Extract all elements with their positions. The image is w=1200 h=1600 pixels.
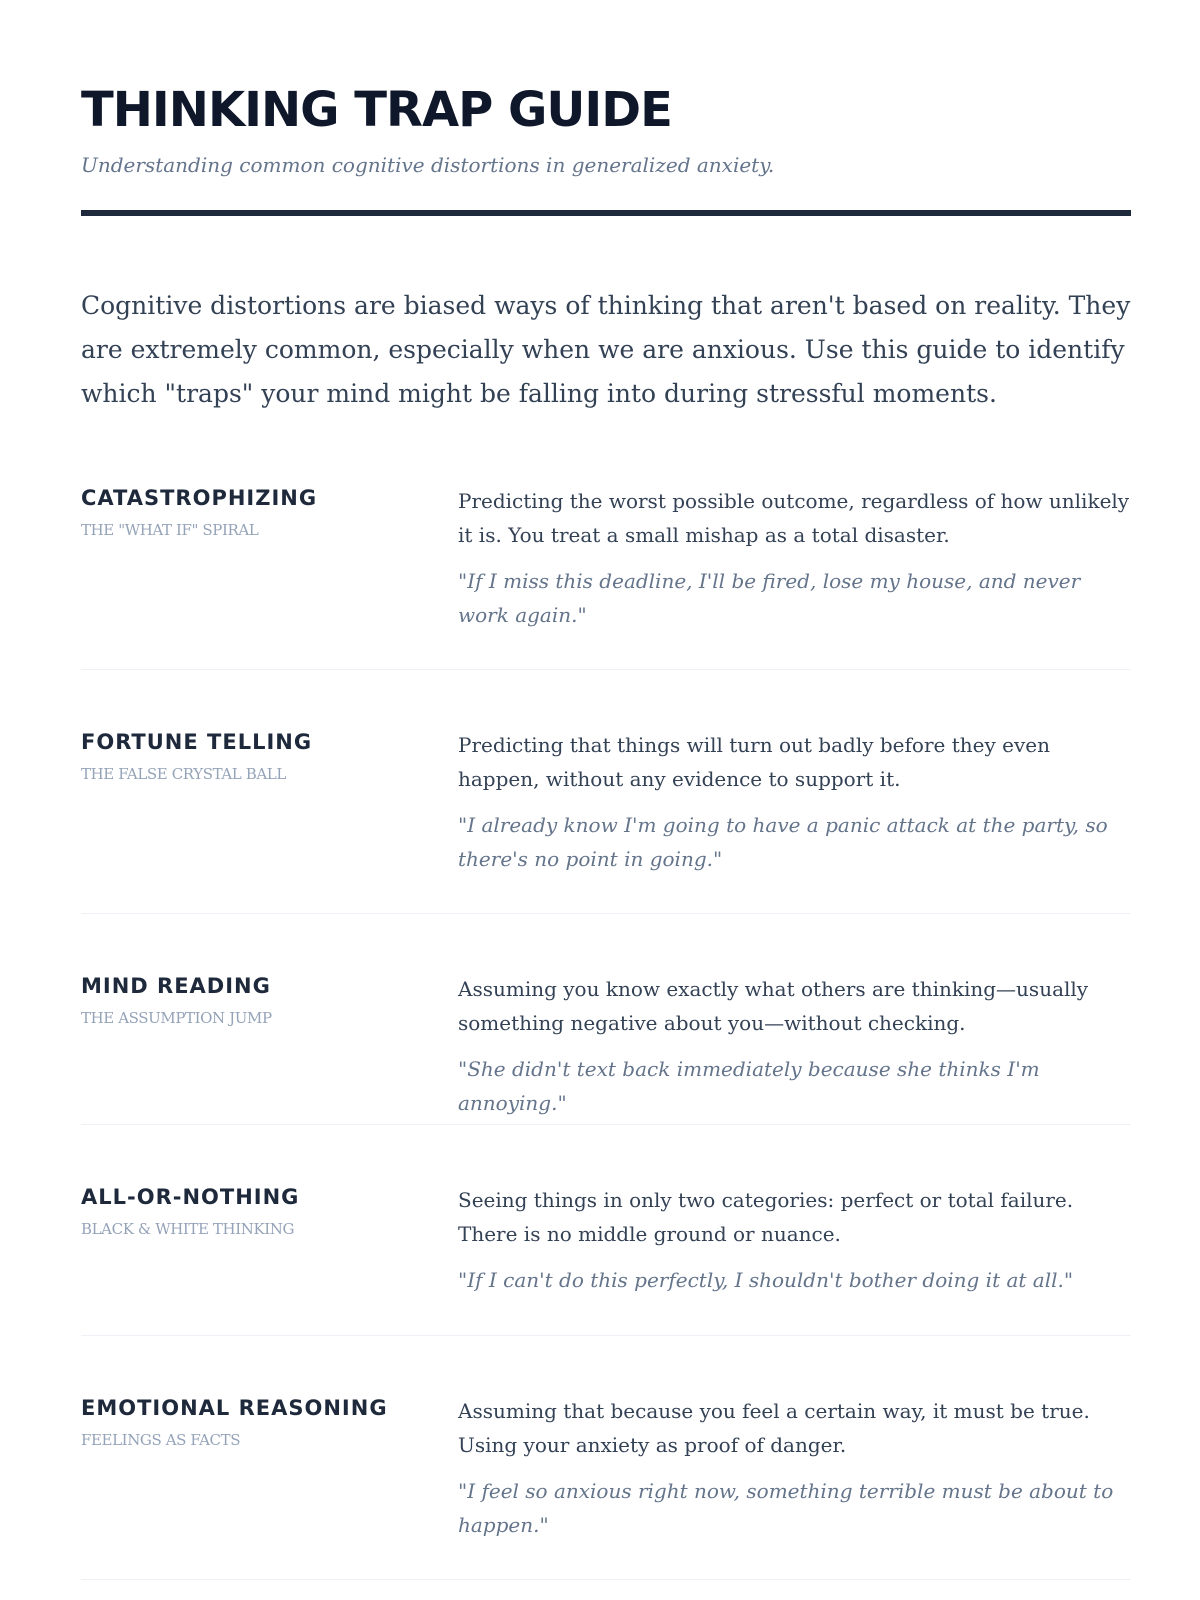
trap-name: EMOTIONAL REASONING [81, 1396, 388, 1420]
trap-body [458, 1394, 1131, 1542]
title-divider [81, 210, 1131, 216]
intro-paragraph: Cognitive distortions are biased ways of thinking that aren't based on reality. They are extremely common, especially when we are anxious. Use this guide to identify which "traps" your mind might be falling into during stressful moments. [81, 291, 1131, 408]
trap-heading [81, 1394, 451, 1450]
trap-example-quote: "If I miss this deadline, I'll be fired, lose my house, and never work again." [458, 569, 1081, 627]
trap-description: Assuming you know exactly what others are thinking—usually something negative about you—without checking. [458, 977, 1089, 1035]
trap-description: Predicting that things will turn out badly before they even happen, without any evidence to support it. [458, 733, 1050, 791]
trap-heading [81, 728, 451, 784]
trap-name: ALL-OR-NOTHING [81, 1185, 300, 1209]
trap-entry-mind-reading [81, 972, 1131, 1125]
trap-alias: BLACK & WHITE THINKING [81, 1220, 295, 1238]
trap-example-quote: "I feel so anxious right now, something terrible must be about to happen." [458, 1479, 1114, 1537]
trap-name: CATASTROPHIZING [81, 486, 318, 510]
trap-name: FORTUNE TELLING [81, 730, 313, 754]
trap-description: Seeing things in only two categories: perfect or total failure. There is no middle ground or nuance. [458, 1188, 1074, 1246]
trap-body [458, 1183, 1131, 1297]
page-title: THINKING TRAP GUIDE [81, 82, 672, 138]
trap-name: MIND READING [81, 974, 271, 998]
page-subtitle: Understanding common cognitive distortions in generalized anxiety. [81, 153, 775, 177]
trap-description: Predicting the worst possible outcome, regardless of how unlikely it is. You treat a small mishap as a total disaster. [458, 489, 1130, 547]
trap-example-quote: "I already know I'm going to have a panic attack at the party, so there's no point in going." [458, 813, 1108, 871]
trap-heading [81, 484, 451, 540]
trap-alias: THE FALSE CRYSTAL BALL [81, 765, 286, 783]
trap-alias: THE "WHAT IF" SPIRAL [81, 521, 259, 539]
trap-body [458, 728, 1131, 876]
trap-heading [81, 972, 451, 1028]
trap-entry-catastrophizing [81, 484, 1131, 670]
trap-description: Assuming that because you feel a certain way, it must be true. Using your anxiety as proof of danger. [458, 1399, 1090, 1457]
trap-entry-all-or-nothing [81, 1183, 1131, 1336]
trap-alias: FEELINGS AS FACTS [81, 1431, 241, 1449]
trap-body [458, 484, 1131, 632]
trap-entry-emotional-reasoning [81, 1394, 1131, 1580]
trap-example-quote: "If I can't do this perfectly, I shouldn't bother doing it at all." [458, 1268, 1074, 1292]
trap-heading [81, 1183, 451, 1239]
trap-alias: THE ASSUMPTION JUMP [81, 1009, 272, 1027]
trap-body [458, 972, 1131, 1120]
trap-example-quote: "She didn't text back immediately because she thinks I'm annoying." [458, 1057, 1040, 1115]
trap-entry-fortune-telling [81, 728, 1131, 914]
